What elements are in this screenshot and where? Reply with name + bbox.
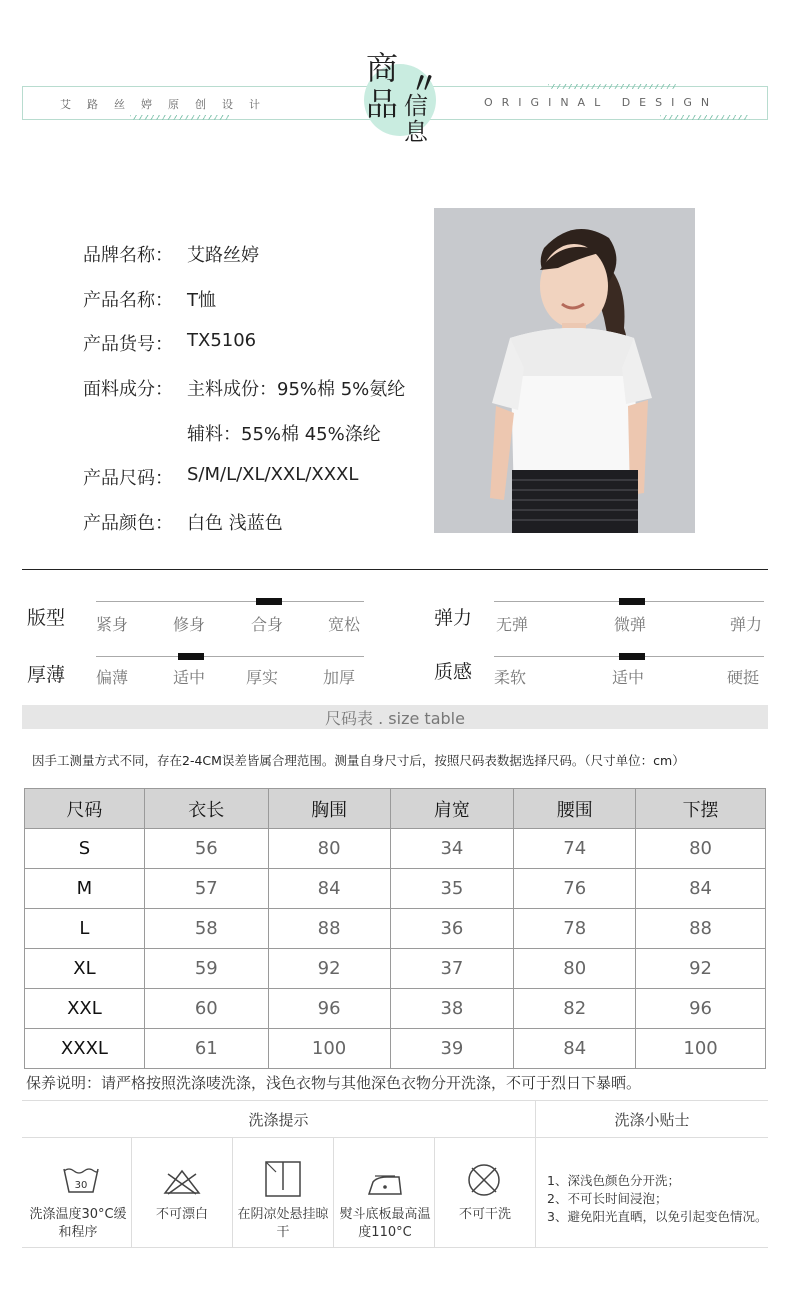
- table-row: [25, 909, 766, 949]
- care-divider: [131, 1137, 132, 1247]
- attr-thickness-label: 厚薄: [27, 664, 66, 686]
- wash-tip: 2、不可长时间浸泡；: [547, 1191, 668, 1206]
- table-header-row: [25, 789, 766, 829]
- title-quote-mark: 〃: [410, 67, 439, 100]
- model-illustration: [434, 208, 695, 533]
- attr-texture-option: 柔软: [494, 668, 527, 687]
- table-cell: 84: [268, 869, 390, 909]
- table-row: [25, 989, 766, 1029]
- care-label-dryclean: 不可干洗: [458, 1207, 511, 1222]
- table-cell: 34: [390, 829, 514, 869]
- table-cell: 74: [514, 829, 636, 869]
- no-dry-clean-icon: [466, 1162, 502, 1202]
- column-header: 尺码: [25, 789, 145, 829]
- info-value-fabric-main: 主料成份：95%棉 5%氨纶: [187, 379, 406, 400]
- table-cell: 35: [390, 869, 514, 909]
- table-cell: 92: [268, 949, 390, 989]
- table-cell: L: [25, 909, 145, 949]
- table-cell: 100: [268, 1029, 390, 1069]
- table-cell: 82: [514, 989, 636, 1029]
- info-label-sku: 产品货号：: [83, 334, 173, 355]
- table-cell: 80: [514, 949, 636, 989]
- wash-30-icon: [61, 1165, 101, 1199]
- wash-tip: 3、避免阳光直晒，以免引起变色情况。: [547, 1209, 768, 1224]
- table-cell: 96: [636, 989, 766, 1029]
- wash-notes-header: 洗涤小贴士: [614, 1111, 690, 1129]
- table-cell: 38: [390, 989, 514, 1029]
- wash-tip: 1、深浅色颜色分开洗；: [547, 1173, 680, 1188]
- attr-fit-label: 版型: [27, 607, 66, 629]
- attr-texture-option: 硬挺: [727, 668, 760, 687]
- table-row: [25, 1029, 766, 1069]
- info-value-color: 白色 浅蓝色: [187, 513, 283, 534]
- info-label-size: 产品尺码：: [83, 468, 173, 489]
- size-table: [24, 788, 766, 1069]
- table-cell: XXL: [25, 989, 145, 1029]
- table-cell: 61: [144, 1029, 268, 1069]
- banner-hatch: [660, 115, 750, 120]
- banner-left-text: 艾路丝婷原创设计: [60, 98, 276, 111]
- table-cell: 36: [390, 909, 514, 949]
- table-cell: 59: [144, 949, 268, 989]
- wash-temp-badge: 30: [74, 1180, 88, 1191]
- iron-icon: [365, 1172, 405, 1202]
- info-label-color: 产品颜色：: [83, 513, 173, 534]
- attr-fit-scale: [96, 601, 364, 602]
- attr-elasticity-option: 无弹: [496, 615, 529, 634]
- attr-fit-option: 宽松: [328, 615, 361, 634]
- info-value-sku: TX5106: [187, 330, 257, 351]
- care-label-iron: 熨斗底板最高温度110°C: [339, 1207, 431, 1240]
- table-cell: 60: [144, 989, 268, 1029]
- section-title-char: 息: [404, 118, 428, 146]
- table-cell: 58: [144, 909, 268, 949]
- care-divider: [333, 1137, 334, 1247]
- table-cell: 39: [390, 1029, 514, 1069]
- care-divider: [232, 1137, 233, 1247]
- size-note: 因手工测量方式不同，存在2-4CM误差皆属合理范围。测量自身尺寸后，按照尺码表数据选择尺码。（尺寸单位：cm）: [32, 753, 685, 768]
- table-cell: 56: [144, 829, 268, 869]
- attr-texture-label: 质感: [434, 661, 473, 683]
- column-header: 腰围: [514, 789, 636, 829]
- table-cell: S: [25, 829, 145, 869]
- info-value-name: T恤: [187, 290, 216, 311]
- attr-thickness-option: 偏薄: [96, 668, 129, 687]
- table-cell: 92: [636, 949, 766, 989]
- section-divider: [22, 569, 768, 570]
- info-value-size: S/M/L/XL/XXL/XXXL: [187, 464, 359, 485]
- no-bleach-icon: [162, 1168, 202, 1200]
- care-statement: 保养说明：请严格按照洗涤唛洗涤，浅色衣物与其他深色衣物分开洗涤，不可于烈日下暴晒。: [26, 1074, 642, 1092]
- wash-tips-header: 洗涤提示: [248, 1111, 309, 1129]
- attr-fit-marker: [256, 598, 282, 605]
- attr-thickness-marker: [178, 653, 204, 660]
- info-value-brand: 艾路丝婷: [187, 245, 259, 266]
- banner-hatch: [130, 115, 230, 120]
- care-rule: [22, 1247, 768, 1248]
- table-cell: 57: [144, 869, 268, 909]
- section-title-char: 商: [366, 49, 399, 87]
- product-photo: [434, 208, 695, 533]
- table-cell: M: [25, 869, 145, 909]
- attr-thickness-option: 厚实: [246, 668, 279, 687]
- attr-elasticity-label: 弹力: [434, 607, 473, 629]
- table-cell: 37: [390, 949, 514, 989]
- attr-fit-option: 紧身: [96, 615, 129, 634]
- table-row: [25, 829, 766, 869]
- attr-fit-option: 合身: [251, 615, 284, 634]
- banner-hatch: [548, 84, 678, 89]
- table-cell: 80: [268, 829, 390, 869]
- attr-texture-marker: [619, 653, 645, 660]
- table-cell: 84: [514, 1029, 636, 1069]
- column-header: 衣长: [144, 789, 268, 829]
- column-header: 下摆: [636, 789, 766, 829]
- care-label-dry: 在阴凉处悬挂晾干: [237, 1207, 329, 1240]
- table-cell: 88: [268, 909, 390, 949]
- size-table-title: 尺码表 . size table: [325, 709, 465, 728]
- table-cell: 88: [636, 909, 766, 949]
- banner-right-text: ORIGINAL DESIGN: [484, 96, 719, 109]
- info-value-fabric-secondary: 辅料：55%棉 45%涤纶: [187, 424, 381, 445]
- table-cell: 80: [636, 829, 766, 869]
- section-title-char: 信: [404, 92, 428, 120]
- info-label-name: 产品名称：: [83, 290, 173, 311]
- care-rule: [22, 1137, 768, 1138]
- care-divider: [434, 1137, 435, 1247]
- column-header: 胸围: [268, 789, 390, 829]
- table-cell: XXXL: [25, 1029, 145, 1069]
- attr-texture-option: 适中: [612, 668, 645, 687]
- table-row: [25, 869, 766, 909]
- attr-elasticity-option: 弹力: [730, 615, 763, 634]
- care-label-wash: 洗涤温度30°C缓和程序: [29, 1207, 127, 1240]
- care-rule: [22, 1100, 768, 1101]
- table-cell: 84: [636, 869, 766, 909]
- table-cell: XL: [25, 949, 145, 989]
- info-label-brand: 品牌名称：: [83, 245, 173, 266]
- attr-thickness-option: 适中: [173, 668, 206, 687]
- column-header: 肩宽: [390, 789, 514, 829]
- table-cell: 96: [268, 989, 390, 1029]
- attr-elasticity-marker: [619, 598, 645, 605]
- attr-thickness-option: 加厚: [323, 668, 356, 687]
- table-cell: 76: [514, 869, 636, 909]
- attr-fit-option: 修身: [173, 615, 206, 634]
- line-dry-shade-icon: [264, 1160, 302, 1202]
- table-row: [25, 949, 766, 989]
- section-title-char: 品: [366, 85, 399, 123]
- info-label-fabric: 面料成分：: [83, 379, 173, 400]
- attr-elasticity-option: 微弹: [614, 615, 647, 634]
- table-cell: 78: [514, 909, 636, 949]
- care-label-bleach: 不可漂白: [155, 1207, 208, 1222]
- attr-thickness-scale: [96, 656, 364, 657]
- table-cell: 100: [636, 1029, 766, 1069]
